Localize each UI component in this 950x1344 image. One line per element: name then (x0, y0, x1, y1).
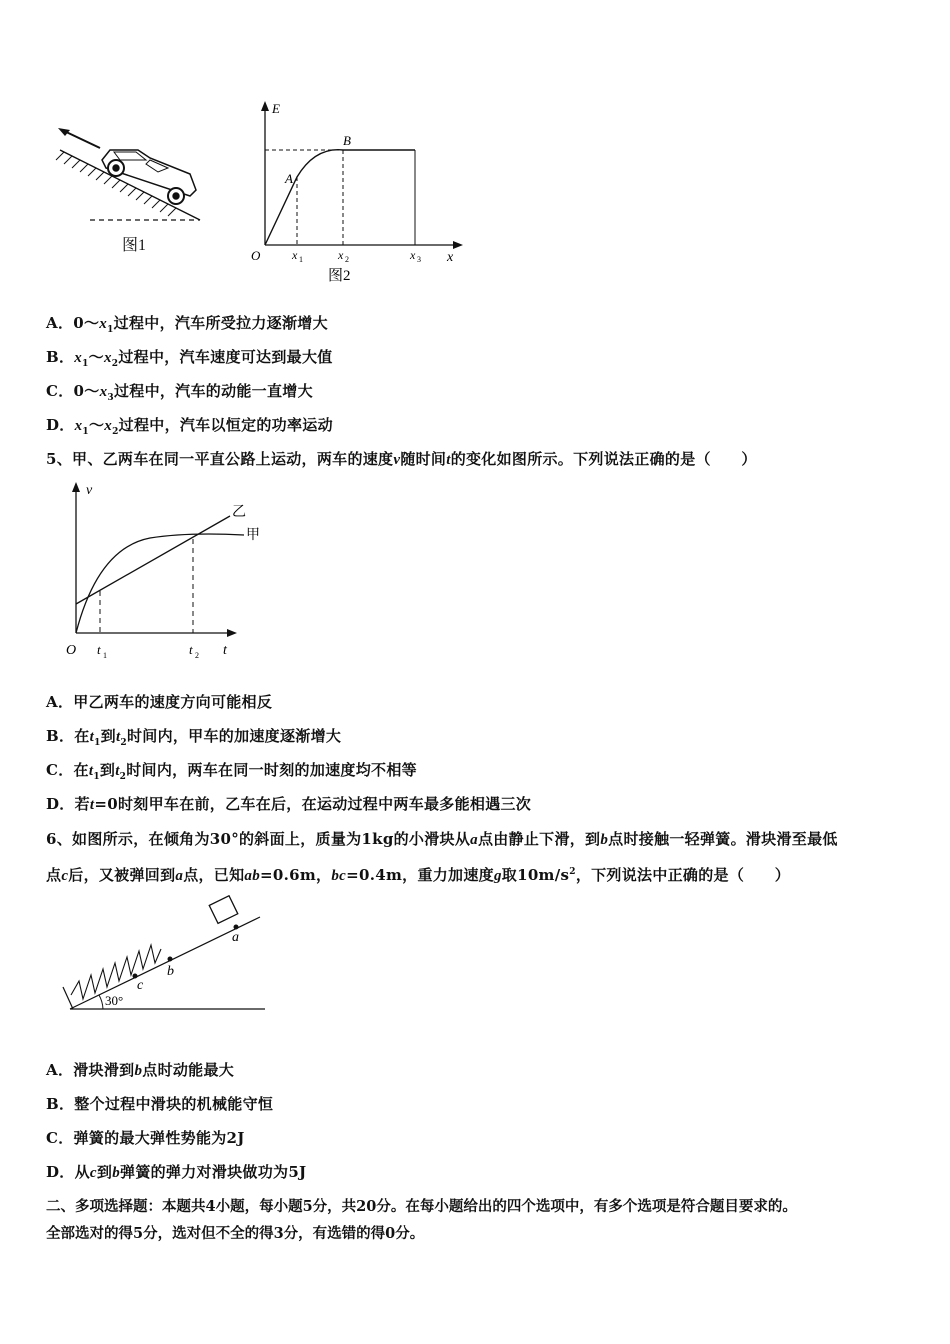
section2-line1: 二、多项选择题：本题共4小题，每小题5分，共20分。在每小题给出的四个选项中，有多个选项是符合题目要求的。 (46, 1198, 797, 1215)
svg-text:甲: 甲 (246, 528, 260, 543)
q5-option-c: C．在$t_1$到$t_2$时间内，两车在同一时刻的加速度均不相等 (46, 761, 417, 782)
svg-text:2: 2 (345, 255, 349, 264)
q4-option-b: B．$x_1\sim x_2$过程中，汽车速度可达到最大值 (46, 348, 333, 369)
car-incline-figure (50, 120, 210, 260)
q4-option-d: D．$x_1\sim x_2$过程中，汽车以恒定的功率运动 (46, 416, 333, 437)
svg-text:1: 1 (103, 651, 107, 660)
svg-text:t: t (189, 642, 193, 657)
svg-text:c: c (137, 978, 144, 993)
svg-text:E: E (272, 101, 280, 116)
energy-graph (245, 95, 470, 290)
fig1-caption: 图1 (122, 237, 147, 254)
svg-text:x: x (410, 248, 416, 262)
q6-option-b: B．整个过程中滑块的机械能守恒 (46, 1095, 274, 1113)
q6-option-c: C．弹簧的最大弹性势能为2J (46, 1129, 245, 1147)
svg-text:A: A (285, 171, 293, 186)
q5-option-a: A．甲乙两车的速度方向可能相反 (46, 693, 273, 711)
svg-text:O: O (66, 643, 77, 658)
fig2-caption: 图2 (328, 268, 351, 284)
q4-option-a: A．$0\sim x_1$过程中，汽车所受拉力逐渐增大 (46, 314, 328, 335)
svg-text:3: 3 (417, 255, 421, 264)
q6-stem-line1: 6、如图所示，在倾角为30°的斜面上，质量为1kg的小滑块从a点由静止下滑，到b点时接触一轻弹簧。滑块滑至最低 (46, 830, 838, 848)
svg-text:t: t (223, 643, 227, 658)
svg-text:O: O (251, 248, 261, 263)
velocity-time-graph (58, 478, 273, 668)
q5-option-b: B．在$t_1$到$t_2$时间内，甲车的加速度逐渐增大 (46, 727, 342, 748)
svg-text:B: B (343, 133, 351, 148)
svg-text:t: t (97, 642, 101, 657)
svg-text:x: x (292, 248, 298, 262)
q6-stem-line2: 点c后，又被弹回到a点，已知ab=0.6m，bc=0.4m，重力加速度g取$10m/s^2$，下列说法中正确的是（ ） (46, 866, 791, 884)
svg-text:v: v (86, 483, 93, 498)
svg-text:b: b (167, 964, 174, 979)
q5-option-d: D．若t=0时刻甲车在前，乙车在后，在运动过程中两车最多能相遇三次 (46, 795, 532, 813)
svg-text:30°: 30° (105, 993, 124, 1008)
svg-text:a: a (232, 930, 239, 945)
svg-text:乙: 乙 (232, 505, 246, 520)
q4-option-c: C．$0\sim x_3$过程中，汽车的动能一直增大 (46, 382, 313, 403)
svg-text:2: 2 (195, 651, 199, 660)
svg-text:x: x (338, 248, 344, 262)
q6-option-a: A．滑块滑到b点时动能最大 (46, 1061, 235, 1079)
q6-option-d: D．从c到b弹簧的弹力对滑块做功为5J (46, 1163, 307, 1181)
svg-text:x: x (447, 250, 454, 265)
svg-text:1: 1 (299, 255, 303, 264)
incline-spring-figure (55, 895, 275, 1020)
q5-stem: 5、甲、乙两车在同一平直公路上运动，两车的速度v随时间t的变化如图所示。下列说法正确的是（ ） (46, 450, 757, 468)
section2-line2: 全部选对的得5分，选对但不全的得3分，有选错的得0分。 (46, 1225, 425, 1242)
